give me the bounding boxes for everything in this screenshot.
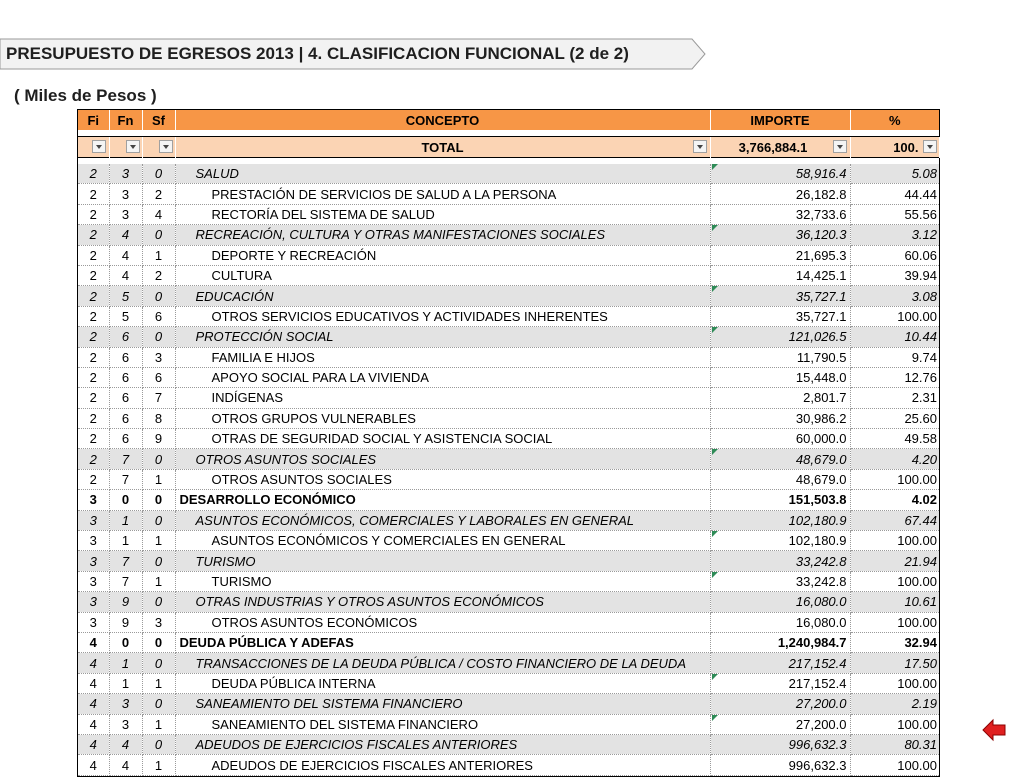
cell-importe[interactable]: 26,182.8 [710,184,850,204]
table-row [78,164,939,184]
table-row [78,388,939,408]
cell-importe[interactable]: 33,242.8 [710,571,850,591]
cell-pct[interactable]: 3.08 [850,286,939,306]
total-row [78,137,939,158]
cell-concepto[interactable]: OTROS ASUNTOS SOCIALES [175,449,710,469]
cell-indicator-icon [712,674,718,680]
cell-fi[interactable]: 2 [78,388,109,408]
cell-fn[interactable]: 7 [109,551,142,571]
cell-sf[interactable]: 6 [142,367,175,387]
cell-fn[interactable]: 7 [109,571,142,591]
cell-fn[interactable]: 3 [109,204,142,224]
cell-sf[interactable]: 1 [142,469,175,489]
cell-fn[interactable]: 6 [109,347,142,367]
cell-importe[interactable]: 121,026.5 [710,327,850,347]
cell-sf[interactable]: 0 [142,327,175,347]
cell-fi[interactable]: 3 [78,571,109,591]
cell-pct[interactable]: 39.94 [850,265,939,285]
table-row [78,204,939,224]
cell-indicator-icon [712,225,718,231]
header-pct[interactable]: % [850,110,939,130]
cell-importe[interactable]: 48,679.0 [710,449,850,469]
cell-fn[interactable]: 6 [109,327,142,347]
cell-sf[interactable]: 2 [142,184,175,204]
cell-fi[interactable]: 2 [78,469,109,489]
cell-fi[interactable]: 2 [78,204,109,224]
cell-concepto[interactable]: PRESTACIÓN DE SERVICIOS DE SALUD A LA PERSONA [175,184,710,204]
cell-concepto[interactable]: SANEAMIENTO DEL SISTEMA FINANCIERO [175,694,710,714]
cell-fn[interactable]: 5 [109,306,142,326]
cell-pct[interactable]: 5.08 [850,164,939,184]
cell-pct[interactable]: 12.76 [850,367,939,387]
cell-pct[interactable]: 100.00 [850,714,939,734]
table-row [78,367,939,387]
cell-fi[interactable]: 4 [78,694,109,714]
total-importe-cell [710,137,850,158]
header-fi[interactable]: Fi [78,110,109,130]
cell-sf[interactable]: 1 [142,714,175,734]
cell-importe[interactable]: 102,180.9 [710,531,850,551]
cell-fn[interactable]: 9 [109,592,142,612]
cell-fi[interactable]: 2 [78,449,109,469]
table-row [78,408,939,428]
cell-fn[interactable]: 4 [109,755,142,775]
cell-sf[interactable]: 3 [142,612,175,632]
cell-fi[interactable]: 2 [78,306,109,326]
cell-concepto[interactable]: OTROS ASUNTOS ECONÓMICOS [175,612,710,632]
cell-fi[interactable]: 2 [78,225,109,245]
cell-pct[interactable]: 10.61 [850,592,939,612]
cell-sf[interactable]: 0 [142,694,175,714]
table-header-row [78,110,939,130]
cell-concepto[interactable]: RECTORÍA DEL SISTEMA DE SALUD [175,204,710,224]
header-fn[interactable]: Fn [109,110,142,130]
cell-concepto[interactable]: OTROS GRUPOS VULNERABLES [175,408,710,428]
table-row [78,184,939,204]
cell-concepto[interactable]: INDÍGENAS [175,388,710,408]
cell-indicator-icon [712,715,718,721]
cell-fi[interactable]: 2 [78,408,109,428]
cell-fn[interactable]: 0 [109,632,142,652]
cell-fi[interactable]: 3 [78,612,109,632]
table-row [78,510,939,530]
filter-fi-cell [78,137,109,158]
cell-sf[interactable]: 1 [142,531,175,551]
cell-importe[interactable]: 996,632.3 [710,734,850,754]
cell-importe[interactable]: 996,632.3 [710,755,850,775]
cell-fi[interactable]: 2 [78,184,109,204]
cell-pct[interactable]: 100.00 [850,755,939,775]
cell-concepto[interactable]: TURISMO [175,551,710,571]
budget-table [78,110,940,776]
cell-fn[interactable]: 1 [109,653,142,673]
cell-pct[interactable]: 9.74 [850,347,939,367]
cell-sf[interactable]: 0 [142,490,175,510]
cell-fn[interactable]: 6 [109,367,142,387]
table-row [78,531,939,551]
cell-sf[interactable]: 1 [142,245,175,265]
table-row [78,551,939,571]
cell-importe[interactable]: 102,180.9 [710,510,850,530]
total-pct-cell [850,137,939,158]
units-subtitle: ( Miles de Pesos ) [14,86,157,105]
cell-importe[interactable]: 14,425.1 [710,265,850,285]
cell-concepto[interactable]: FAMILIA E HIJOS [175,347,710,367]
cell-fn[interactable]: 4 [109,225,142,245]
cell-fi[interactable]: 2 [78,327,109,347]
cell-fn[interactable]: 4 [109,245,142,265]
table-row [78,469,939,489]
cell-fn[interactable]: 6 [109,388,142,408]
cell-fn[interactable]: 7 [109,469,142,489]
cell-fi[interactable]: 3 [78,592,109,612]
cell-pct[interactable]: 100.00 [850,612,939,632]
table-body [78,164,939,775]
cell-concepto[interactable]: OTRAS DE SEGURIDAD SOCIAL Y ASISTENCIA SOCIAL [175,429,710,449]
cell-pct[interactable]: 32.94 [850,632,939,652]
cell-sf[interactable]: 0 [142,551,175,571]
total-importe: 3,766,884.1 [738,139,808,155]
table-row [78,429,939,449]
cell-pct[interactable]: 25.60 [850,408,939,428]
cell-pct[interactable]: 80.31 [850,734,939,754]
filter-concepto-dropdown-icon[interactable] [693,140,707,153]
cell-pct[interactable]: 100.00 [850,306,939,326]
cell-sf[interactable]: 1 [142,673,175,693]
cell-concepto[interactable]: DESARROLLO ECONÓMICO [175,490,710,510]
cell-pct[interactable]: 2.31 [850,388,939,408]
cell-fn[interactable]: 4 [109,265,142,285]
total-label-cell [175,137,710,158]
cell-importe[interactable]: 27,200.0 [710,714,850,734]
cell-pct[interactable]: 55.56 [850,204,939,224]
filter-sf-dropdown-icon[interactable] [159,140,173,153]
cell-fn[interactable]: 3 [109,184,142,204]
cell-fn[interactable]: 6 [109,408,142,428]
cell-importe[interactable]: 36,120.3 [710,225,850,245]
cell-importe[interactable]: 48,679.0 [710,469,850,489]
table-row [78,327,939,347]
table-row [78,225,939,245]
cell-importe[interactable]: 60,000.0 [710,429,850,449]
cell-concepto[interactable]: DEPORTE Y RECREACIÓN [175,245,710,265]
cell-concepto[interactable]: DEUDA PÚBLICA Y ADEFAS [175,632,710,652]
filter-pct-dropdown-icon[interactable] [923,140,937,153]
table-row [78,714,939,734]
header-sf[interactable]: Sf [142,110,175,130]
filter-fn-cell [109,137,142,158]
cell-concepto[interactable]: ASUNTOS ECONÓMICOS, COMERCIALES Y LABORALES EN GENERAL [175,510,710,530]
cell-fi[interactable]: 4 [78,653,109,673]
header-concepto[interactable]: CONCEPTO [175,110,710,130]
cell-fi[interactable]: 4 [78,632,109,652]
cell-fi[interactable]: 4 [78,673,109,693]
cell-fi[interactable]: 2 [78,164,109,184]
cell-importe[interactable]: 35,727.1 [710,286,850,306]
cell-concepto[interactable]: SANEAMIENTO DEL SISTEMA FINANCIERO [175,714,710,734]
cell-fn[interactable]: 0 [109,490,142,510]
cell-concepto[interactable]: OTRAS INDUSTRIAS Y OTROS ASUNTOS ECONÓMICOS [175,592,710,612]
table-row [78,653,939,673]
cell-sf[interactable]: 0 [142,225,175,245]
cell-importe[interactable]: 21,695.3 [710,245,850,265]
cell-importe[interactable]: 16,080.0 [710,592,850,612]
filter-fi-dropdown-icon[interactable] [92,140,106,153]
cell-fn[interactable]: 3 [109,694,142,714]
cell-fn[interactable]: 1 [109,531,142,551]
cell-fi[interactable]: 3 [78,510,109,530]
cell-importe[interactable]: 30,986.2 [710,408,850,428]
cell-fi[interactable]: 2 [78,286,109,306]
table-row [78,632,939,652]
budget-table-container [77,109,940,777]
cell-importe[interactable]: 33,242.8 [710,551,850,571]
filter-fn-dropdown-icon[interactable] [126,140,140,153]
cell-pct[interactable]: 49.58 [850,429,939,449]
cell-sf[interactable]: 0 [142,734,175,754]
cell-indicator-icon [712,164,718,170]
cell-importe[interactable]: 35,727.1 [710,306,850,326]
table-row [78,347,939,367]
cell-concepto[interactable]: TRANSACCIONES DE LA DEUDA PÚBLICA / COSTO FINANCIERO DE LA DEUDA [175,653,710,673]
cell-fi[interactable]: 2 [78,429,109,449]
cell-sf[interactable]: 7 [142,388,175,408]
cell-concepto[interactable]: ASUNTOS ECONÓMICOS Y COMERCIALES EN GENERAL [175,531,710,551]
cell-sf[interactable]: 0 [142,164,175,184]
cell-sf[interactable]: 0 [142,653,175,673]
cell-importe[interactable]: 15,448.0 [710,367,850,387]
cell-concepto[interactable]: OTROS SERVICIOS EDUCATIVOS Y ACTIVIDADES INHERENTES [175,306,710,326]
cell-concepto[interactable]: APOYO SOCIAL PARA LA VIVIENDA [175,367,710,387]
cell-importe[interactable]: 11,790.5 [710,347,850,367]
cell-fn[interactable]: 3 [109,714,142,734]
cell-pct[interactable]: 21.94 [850,551,939,571]
cell-pct[interactable]: 4.02 [850,490,939,510]
cell-sf[interactable]: 0 [142,286,175,306]
table-row [78,592,939,612]
cell-fn[interactable]: 9 [109,612,142,632]
cell-pct[interactable]: 44.44 [850,184,939,204]
cell-fn[interactable]: 4 [109,734,142,754]
cell-fn[interactable]: 1 [109,510,142,530]
cell-concepto[interactable]: EDUCACIÓN [175,286,710,306]
cell-concepto[interactable]: CULTURA [175,265,710,285]
cell-concepto[interactable]: OTROS ASUNTOS SOCIALES [175,469,710,489]
table-row [78,245,939,265]
cell-pct[interactable]: 100.00 [850,531,939,551]
table-row [78,265,939,285]
cell-sf[interactable]: 0 [142,449,175,469]
cell-importe[interactable]: 217,152.4 [710,653,850,673]
cell-fi[interactable]: 2 [78,347,109,367]
cell-sf[interactable]: 0 [142,632,175,652]
back-arrow-icon[interactable] [982,717,1006,743]
cell-importe[interactable]: 217,152.4 [710,673,850,693]
table-row [78,694,939,714]
cell-sf[interactable]: 0 [142,592,175,612]
total-pct: 100. [893,139,919,155]
cell-fi[interactable]: 4 [78,714,109,734]
cell-fn[interactable]: 5 [109,286,142,306]
total-label: TOTAL [421,139,464,155]
cell-sf[interactable]: 6 [142,306,175,326]
cell-indicator-icon [712,572,718,578]
cell-pct[interactable]: 100.00 [850,673,939,693]
cell-sf[interactable]: 9 [142,429,175,449]
cell-fi[interactable]: 3 [78,490,109,510]
cell-sf[interactable]: 8 [142,408,175,428]
cell-indicator-icon [712,327,718,333]
cell-importe[interactable]: 27,200.0 [710,694,850,714]
cell-indicator-icon [712,286,718,292]
cell-sf[interactable]: 2 [142,265,175,285]
cell-sf[interactable]: 0 [142,510,175,530]
table-row [78,286,939,306]
cell-pct[interactable]: 4.20 [850,449,939,469]
cell-fi[interactable]: 4 [78,755,109,775]
cell-pct[interactable]: 3.12 [850,225,939,245]
cell-pct[interactable]: 2.19 [850,694,939,714]
cell-importe[interactable]: 2,801.7 [710,388,850,408]
table-row [78,306,939,326]
filter-importe-dropdown-icon[interactable] [833,140,847,153]
cell-importe[interactable]: 58,916.4 [710,164,850,184]
cell-fi[interactable]: 3 [78,531,109,551]
cell-pct[interactable]: 100.00 [850,469,939,489]
cell-concepto[interactable]: TURISMO [175,571,710,591]
cell-fi[interactable]: 2 [78,265,109,285]
table-row [78,673,939,693]
header-importe[interactable]: IMPORTE [710,110,850,130]
cell-fn[interactable]: 3 [109,164,142,184]
cell-fi[interactable]: 2 [78,367,109,387]
cell-concepto[interactable]: PROTECCIÓN SOCIAL [175,327,710,347]
cell-importe[interactable]: 32,733.6 [710,204,850,224]
cell-sf[interactable]: 1 [142,571,175,591]
filter-sf-cell [142,137,175,158]
table-row [78,571,939,591]
cell-concepto[interactable]: SALUD [175,164,710,184]
cell-importe[interactable]: 1,240,984.7 [710,632,850,652]
table-row [78,612,939,632]
table-row [78,755,939,775]
cell-fn[interactable]: 7 [109,449,142,469]
cell-pct[interactable]: 100.00 [850,571,939,591]
cell-fn[interactable]: 1 [109,673,142,693]
cell-fn[interactable]: 6 [109,429,142,449]
cell-sf[interactable]: 3 [142,347,175,367]
cell-fi[interactable]: 4 [78,734,109,754]
cell-fi[interactable]: 2 [78,245,109,265]
cell-pct[interactable]: 17.50 [850,653,939,673]
cell-concepto[interactable]: RECREACIÓN, CULTURA Y OTRAS MANIFESTACIONES SOCIALES [175,225,710,245]
table-row [78,449,939,469]
cell-importe[interactable]: 16,080.0 [710,612,850,632]
page-title: PRESUPUESTO DE EGRESOS 2013 | 4. CLASIFICACION FUNCIONAL (2 de 2) [6,44,629,63]
table-row [78,734,939,754]
cell-sf[interactable]: 1 [142,755,175,775]
cell-indicator-icon [712,449,718,455]
cell-pct[interactable]: 60.06 [850,245,939,265]
cell-fi[interactable]: 3 [78,551,109,571]
cell-indicator-icon [712,531,718,537]
cell-importe[interactable]: 151,503.8 [710,490,850,510]
cell-sf[interactable]: 4 [142,204,175,224]
table-row [78,490,939,510]
cell-pct[interactable]: 67.44 [850,510,939,530]
cell-concepto[interactable]: ADEUDOS DE EJERCICIOS FISCALES ANTERIORES [175,755,710,775]
cell-pct[interactable]: 10.44 [850,327,939,347]
cell-concepto[interactable]: ADEUDOS DE EJERCICIOS FISCALES ANTERIORES [175,734,710,754]
cell-concepto[interactable]: DEUDA PÚBLICA INTERNA [175,673,710,693]
